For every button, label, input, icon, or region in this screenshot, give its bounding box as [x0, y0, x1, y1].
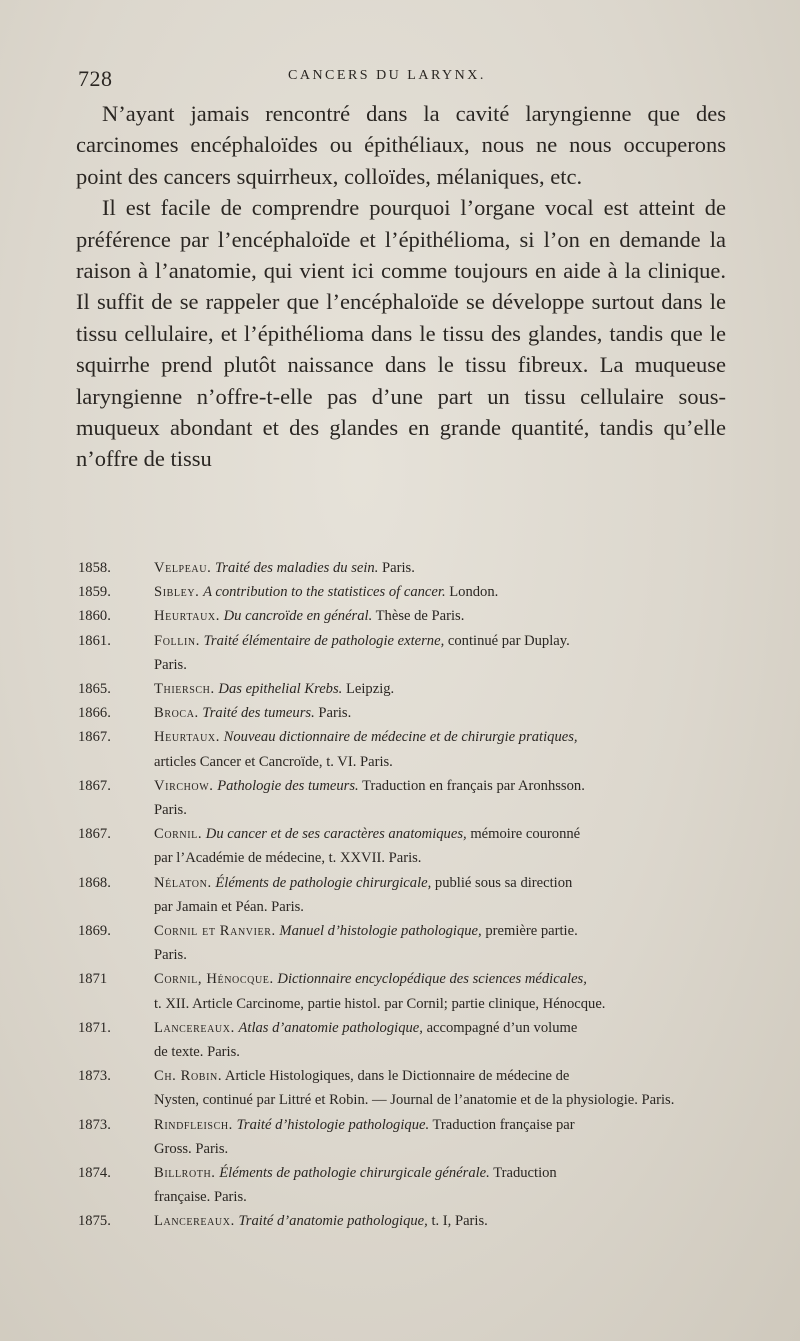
- entry-year: 1865.: [78, 681, 111, 698]
- bibliography-entry: [78, 629, 738, 677]
- entry-author: Sibley.: [154, 584, 200, 601]
- entry-author: Follin.: [154, 632, 200, 649]
- entry-details: Traduction: [493, 1165, 557, 1182]
- entry-title: Traité des maladies du sein.: [214, 560, 379, 576]
- paragraph: N’ayant jamais rencontré dans la cavité laryngienne que des carcinomes encéphaloïdes ou épithéliaux, nous ne nous occuperons point des cancers squirrheux, colloïdes, mélaniques, etc.: [76, 101, 726, 189]
- entry-details: Thèse de Paris.: [375, 608, 465, 625]
- paragraph: Il est facile de comprendre pourquoi l’organe vocal est atteint de préférence par l’encéphaloïde et l’épithélioma, si l’on en demande la raison à l’anatomie, qui vient ici comme toujours en aide à la clinique. Il suffit de se rappeler que l’encéphaloïde se développe surtout dans le tissu cellulaire, et l’épithélioma dans le tissu des glandes, tandis que le squirrhe prend plutôt naissance dans le tissu fibreux. La muqueuse laryngienne n’offre-t-elle pas d’une part un tissu cellulaire sous-muqueux abondant et des glandes en grande quantité, tandis qu’elle n’offre de tissu: [76, 195, 726, 472]
- entry-title: Das epithelial Krebs.: [218, 681, 343, 698]
- entry-title: Atlas d’anatomie pathologique,: [238, 1019, 423, 1036]
- entry-details: Traduction française par: [432, 1116, 575, 1133]
- bibliography-entry: [78, 1161, 738, 1209]
- running-title: CANCERS DU LARYNX.: [288, 68, 486, 83]
- entry-author: Billroth.: [154, 1165, 216, 1182]
- entry-year: 1866.: [78, 705, 111, 722]
- entry-author: Ch. Robin.: [154, 1068, 223, 1085]
- entry-author: Cornil.: [154, 826, 203, 843]
- entry-details: Article Histologiques, dans le Dictionnaire de médecine de: [224, 1068, 570, 1085]
- body-text: [76, 98, 726, 475]
- entry-year: 1875.: [78, 1213, 111, 1230]
- entry-author: Cornil et Ranvier.: [154, 923, 276, 940]
- entry-year: 1867.: [78, 729, 111, 746]
- entry-year: 1873.: [78, 1116, 111, 1133]
- entry-author: Broca.: [154, 705, 199, 722]
- entry-title: Éléments de pathologie chirurgicale,: [215, 874, 432, 891]
- entry-continuation: Paris.: [154, 947, 187, 964]
- entry-details: t. I, Paris.: [431, 1213, 488, 1230]
- entry-title: Nouveau dictionnaire de médecine et de chirurgie pratiques,: [223, 729, 578, 746]
- entry-details: Leipzig.: [345, 681, 395, 698]
- entry-title: Éléments de pathologie chirurgicale générale.: [219, 1165, 490, 1182]
- entry-details: Paris.: [382, 560, 415, 576]
- page-number: 728: [78, 66, 113, 91]
- entry-year: 1871.: [78, 1019, 111, 1036]
- entry-author: Heurtaux.: [154, 729, 220, 746]
- entry-continuation: Paris.: [154, 802, 187, 819]
- entry-year: 1867.: [78, 777, 111, 794]
- entry-continuation: française. Paris.: [154, 1189, 247, 1206]
- entry-details: accompagné d’un volume: [426, 1019, 578, 1036]
- page-header: [78, 66, 728, 96]
- bibliography-entry: [78, 580, 738, 604]
- bibliography-entry: [78, 1209, 738, 1233]
- entry-continuation: t. XII. Article Carcinome, partie histol. par Cornil; partie clinique, Hénocque.: [154, 995, 606, 1012]
- entry-year: 1868.: [78, 874, 111, 891]
- entry-author: Cornil, Hénocque.: [154, 971, 274, 988]
- entry-title: Du cancroïde en général.: [223, 608, 373, 625]
- entry-title: Du cancer et de ses caractères anatomiques,: [205, 826, 467, 843]
- bibliography-entry: [78, 919, 738, 967]
- bibliography-entry: [78, 604, 738, 628]
- entry-year: 1871: [78, 971, 108, 988]
- entry-author: Velpeau.: [154, 560, 212, 576]
- entry-year: 1859.: [78, 584, 111, 601]
- entry-year: 1867.: [78, 826, 111, 843]
- entry-details: London.: [449, 584, 499, 601]
- bibliography-entry: [78, 774, 738, 822]
- entry-title: A contribution to the statistices of cancer.: [203, 584, 446, 601]
- entry-title: Traité élémentaire de pathologie externe,: [203, 632, 445, 649]
- bibliography-entry: [78, 822, 738, 870]
- bibliography-entry: [78, 1064, 738, 1112]
- entry-continuation: par Jamain et Péan. Paris.: [154, 898, 304, 915]
- entry-year: 1873.: [78, 1068, 111, 1085]
- bibliography-entry: [78, 871, 738, 919]
- bibliography-entry: [78, 725, 738, 773]
- entry-continuation: Paris.: [154, 656, 187, 673]
- entry-continuation: articles Cancer et Cancroïde, t. VI. Paris.: [154, 753, 393, 770]
- entry-title: Traité des tumeurs.: [202, 705, 315, 722]
- entry-year: 1874.: [78, 1165, 111, 1182]
- entry-continuation: Gross. Paris.: [154, 1140, 229, 1157]
- entry-title: Dictionnaire encyclopédique des sciences médicales,: [277, 971, 587, 988]
- entry-author: Virchow.: [154, 777, 214, 794]
- entry-year: 1858.: [78, 560, 111, 576]
- entry-title: Traité d’anatomie pathologique,: [238, 1213, 428, 1230]
- bibliography-entry: [78, 967, 738, 1015]
- bibliography-entry: [78, 1113, 738, 1161]
- entry-details: première partie.: [485, 923, 578, 940]
- entry-author: Lancereaux.: [154, 1019, 235, 1036]
- bibliography-entry: [78, 701, 738, 725]
- entry-details: Paris.: [318, 705, 352, 722]
- entry-details: continué par Duplay.: [447, 632, 570, 649]
- entry-year: 1860.: [78, 608, 111, 625]
- entry-author: Rindfleisch.: [154, 1116, 233, 1133]
- bibliography-entry: [78, 556, 738, 580]
- entry-title: Traité d’histologie pathologique.: [236, 1116, 430, 1133]
- entry-continuation: Nysten, continué par Littré et Robin. — Journal de l’anatomie et de la physiologie. Paris.: [154, 1092, 675, 1109]
- entry-title: Manuel d’histologie pathologique,: [279, 923, 482, 940]
- bibliography: [78, 556, 738, 1234]
- entry-continuation: par l’Académie de médecine, t. XXVII. Paris.: [154, 850, 422, 867]
- entry-author: Heurtaux.: [154, 608, 220, 625]
- entry-author: Nélaton.: [154, 874, 212, 891]
- entry-year: 1861.: [78, 632, 111, 649]
- entry-details: Traduction en français par Aronhsson.: [362, 777, 585, 794]
- bibliography-entry: [78, 1016, 738, 1064]
- entry-details: mémoire couronné: [470, 826, 581, 843]
- entry-details: publié sous sa direction: [434, 874, 573, 891]
- entry-title: Pathologie des tumeurs.: [217, 777, 359, 794]
- entry-continuation: de texte. Paris.: [154, 1044, 240, 1061]
- entry-year: 1869.: [78, 923, 111, 940]
- entry-author: Lancereaux.: [154, 1213, 235, 1230]
- entry-author: Thiersch.: [154, 681, 215, 698]
- bibliography-entry: [78, 677, 738, 701]
